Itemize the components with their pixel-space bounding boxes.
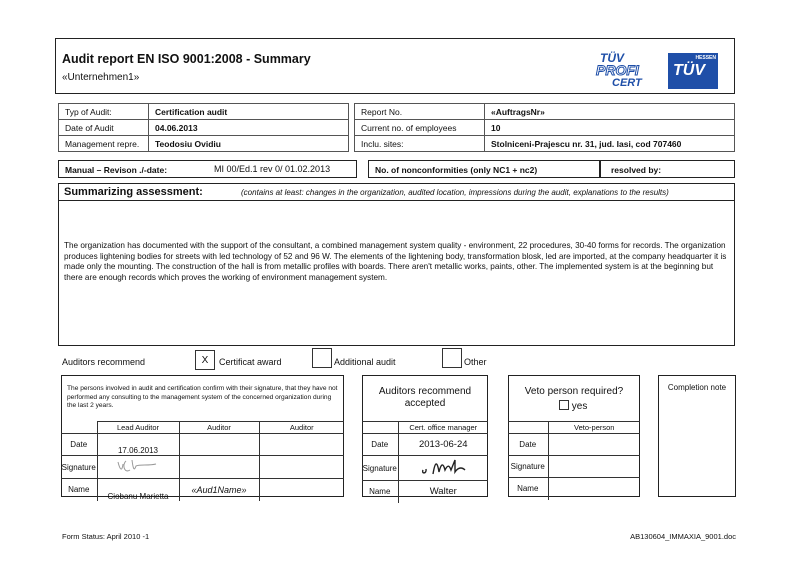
manual-value: MI 00/Ed.1 rev 0/ 01.02.2013 — [214, 164, 331, 174]
document-title: Audit report EN ISO 9001:2008 - Summary — [62, 52, 311, 66]
nonconformities-label: No. of nonconformities (only NC1 + nc2) — [375, 165, 538, 175]
veto-box — [508, 375, 640, 497]
lead-signature-scribble — [108, 456, 168, 476]
accepted-box — [362, 375, 488, 497]
signatures-table — [61, 421, 344, 501]
accepted-date-label: Date — [362, 434, 398, 456]
type-label: Typ of Audit: — [59, 104, 149, 120]
audit-info-table — [58, 103, 735, 152]
summary-text: The organization has documented with the support of the consultant, a combined management system quality - environment, 22 procedures, 30-40 forms for records. The organization produces lightening bodies for streets with led technology of 52 and 96 W. The elements of the lightening body, transformation blosk, led are imported, at the company headquarter it is made only the mounting. The construction of the hall is from metallic profiles with boards. There aren't metallic works, paints, other. The implemented system is at the beginning but there are enough records which proves the working of environment management system. — [64, 241, 727, 282]
signatures-box — [61, 375, 344, 501]
accepted-date-value: 2013-06-24 — [398, 434, 488, 456]
accepted-signature-scribble — [413, 456, 473, 478]
manual-box — [58, 160, 357, 178]
veto-signature-label: Signature — [508, 456, 548, 478]
col-lead-auditor: Lead Auditor — [97, 422, 179, 434]
sites-value: Stolniceni-Prajescu nr. 31, jud. Iasi, cod 707460 — [485, 136, 735, 152]
employees-label: Current no. of employees — [355, 120, 485, 136]
col-cert-office-manager: Cert. office manager — [398, 422, 488, 434]
mgmt-label: Management repre. — [59, 136, 149, 152]
col-veto-person: Veto-person — [548, 422, 640, 434]
type-value: Certification audit — [149, 104, 349, 120]
resolved-label: resolved by: — [611, 165, 662, 175]
logo-word-hessen: HESSEN — [695, 55, 716, 61]
additional-audit-checkbox[interactable] — [312, 348, 332, 368]
date-label: Date of Audit — [59, 120, 149, 136]
col-auditor-2: Auditor — [259, 422, 344, 434]
recommend-label: Auditors recommend — [62, 357, 146, 367]
lead-date: 17.06.2013 — [97, 434, 179, 456]
tuv-profi-cert-logo — [596, 51, 718, 89]
logo-word-profi: PROFI — [596, 62, 639, 78]
accepted-signature — [398, 456, 488, 481]
footer-form-status: Form Status: April 2010 -1 — [62, 532, 150, 541]
manual-label: Manual – Revison ./-date: — [65, 165, 168, 175]
summary-header — [58, 183, 735, 201]
aud1-name: «Aud1Name» — [179, 479, 259, 501]
completion-note-title: Completion note — [667, 383, 727, 392]
accepted-title: Auditors recommend accepted — [378, 386, 472, 409]
recommend-row — [58, 348, 735, 370]
row-date-label: Date — [61, 434, 97, 456]
summary-body — [58, 200, 735, 346]
other-checkbox[interactable] — [442, 348, 462, 368]
nonconformities-box — [368, 160, 600, 178]
veto-yes-label: yes — [571, 401, 588, 412]
certificate-award-label: Certificat award — [219, 357, 282, 367]
logo-word-tuv: TÜV — [600, 51, 624, 65]
additional-audit-label: Additional audit — [334, 357, 396, 367]
col-auditor-1: Auditor — [179, 422, 259, 434]
veto-title: Veto person required? — [524, 386, 624, 397]
report-value: «AuftragsNr» — [485, 104, 735, 120]
report-label: Report No. — [355, 104, 485, 120]
accepted-signature-label: Signature — [362, 456, 398, 481]
logo-word-cert: CERT — [612, 77, 642, 89]
sites-label: Inclu. sites: — [355, 136, 485, 152]
veto-name-label: Name — [508, 478, 548, 500]
logo-badge-text: TÜV — [673, 62, 705, 79]
certificate-award-checkbox[interactable]: X — [195, 350, 215, 370]
veto-date-label: Date — [508, 434, 548, 456]
lead-name: Ciobanu Marietta — [97, 479, 179, 501]
row-signature-label: Signature — [61, 456, 97, 479]
employees-value: 10 — [485, 120, 735, 136]
footer-doc-name: AB130604_IMMAXIA_9001.doc — [630, 532, 736, 541]
lead-signature — [97, 456, 179, 479]
veto-yes-checkbox[interactable] — [559, 400, 569, 410]
veto-table — [508, 421, 640, 500]
accepted-table — [362, 421, 488, 503]
completion-note-box — [658, 375, 736, 497]
accepted-name-label: Name — [362, 481, 398, 503]
date-value: 04.06.2013 — [149, 120, 349, 136]
resolved-box — [600, 160, 735, 178]
row-name-label: Name — [61, 479, 97, 501]
company-name: «Unternehmen1» — [62, 72, 140, 83]
veto-yes-row — [559, 400, 587, 412]
summary-note: (contains at least: changes in the organization, audited location, impressions during the audit, explanations to the results) — [241, 188, 669, 197]
signatures-statement: The persons involved in audit and certification confirm with their signature, that they have not performed any consulting to the management system of the concerned organization during the last 2 years. — [67, 385, 338, 409]
summary-title: Summarizing assessment: — [64, 186, 203, 198]
mgmt-value: Teodosiu Ovidiu — [149, 136, 349, 152]
logo-badge — [668, 53, 718, 89]
accepted-name-value: Walter — [398, 481, 488, 503]
other-label: Other — [464, 357, 487, 367]
